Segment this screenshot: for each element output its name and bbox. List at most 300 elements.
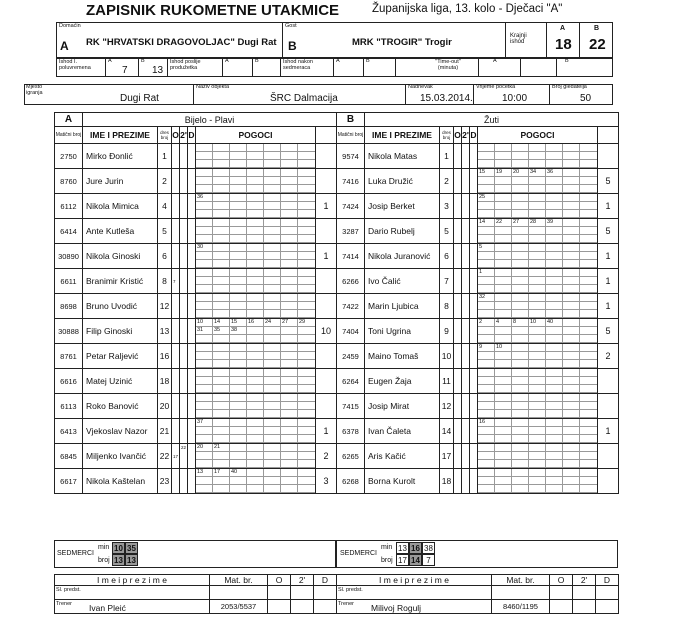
player-two-minutes [180,469,188,494]
player-disqualify [470,369,478,394]
player-disqualify [188,394,196,419]
player-registration: 6113 [55,394,83,419]
player-warning [172,419,180,444]
player-disqualify [470,219,478,244]
player-disqualify [470,144,478,169]
player-goal-total: 3 [316,469,337,494]
player-goals [478,469,598,494]
player-registration: 7414 [337,244,365,269]
player-goals [196,269,316,294]
official-row [55,600,337,614]
player-jersey: 6 [158,244,172,269]
player-two-minutes: 22 [180,444,188,469]
table-row [337,444,619,469]
player-goal-total: 1 [316,244,337,269]
player-goal-total [598,369,619,394]
official-role: Sl. predst. [56,587,81,593]
player-goal-total: 5 [598,169,619,194]
player-two-minutes [462,144,470,169]
official-role: Trener [338,601,354,607]
halftime-row [56,58,613,77]
player-goal-total: 1 [598,269,619,294]
table-row [337,244,619,269]
goal-minute: 36 [196,194,213,202]
player-jersey: 1 [158,144,172,169]
player-goal-total: 2 [316,444,337,469]
player-goals [478,369,598,394]
player-registration: 7424 [337,194,365,219]
player-goal-total: 1 [316,419,337,444]
goal-minute: 40 [230,469,247,477]
away-sedmerci [336,540,618,568]
player-two-minutes [462,269,470,294]
player-goals [478,394,598,419]
player-goal-total [316,394,337,419]
sedmerac-jersey: 7 [422,554,435,566]
player-warning [454,394,462,419]
player-jersey: 16 [158,344,172,369]
maticni-header: Matični broj [337,127,365,144]
player-warning [454,294,462,319]
player-name: Miljenko Ivančić [83,444,158,469]
away-letter-cell: B [337,113,365,127]
player-goals [196,419,316,444]
home-letter: A [60,39,69,53]
home-jersey-color: Bijelo - Plavi [83,113,337,127]
table-row [55,244,337,269]
goal-minute: 8 [512,319,529,327]
player-warning: 17 [172,444,180,469]
player-name: Jure Jurin [83,169,158,194]
player-name: Josip Berket [365,194,440,219]
pogoci-header: POGOCI [196,127,316,144]
player-disqualify [470,444,478,469]
krajnji-ishod-label: Krajnji ishod [510,33,527,45]
player-warning [172,144,180,169]
player-two-minutes [462,244,470,269]
player-jersey: 3 [440,194,454,219]
player-registration: 3287 [337,219,365,244]
player-goals [196,194,316,219]
final-b-label: B [594,25,600,32]
player-jersey: 4 [158,194,172,219]
away-players-table [336,112,619,494]
sedmerac-jersey: 13 [125,554,138,566]
goal-minute: 16 [478,419,495,427]
goal-minute: 13 [196,469,213,477]
player-jersey: 1 [440,144,454,169]
gost-label: Gost [285,23,297,29]
goal-minute: 25 [478,194,495,202]
goal-minute: 10 [495,344,512,352]
away-officials-table: I m e i p r e z i m e Mat. br. O 2' D Sl. predst. Trener Milivoj Rogulj 8460/1195 [336,574,619,614]
player-name: Ante Kutleša [83,219,158,244]
player-registration: 6112 [55,194,83,219]
player-goals [478,444,598,469]
player-warning [454,244,462,269]
player-goals [196,294,316,319]
player-jersey: 18 [158,369,172,394]
goal-minute: 14 [213,319,230,327]
player-jersey: 5 [440,219,454,244]
player-goals [478,294,598,319]
player-goals [196,219,316,244]
d-header: D [470,127,478,144]
table-row [55,444,337,469]
sedmerac-jersey: 13 [112,554,125,566]
player-name: Matej Uzinić [83,369,158,394]
table-row [337,319,619,344]
table-row [337,269,619,294]
timeout-label: "Time-out" (minuta) [435,59,461,71]
player-name: Branimir Kristić [83,269,158,294]
goal-minute: 10 [196,319,213,327]
o-header: O [172,127,180,144]
player-jersey: 6 [440,244,454,269]
player-two-minutes [462,394,470,419]
gledatelji-label: Broj gledatelja [552,84,587,90]
player-name: Maino Tomaš [365,344,440,369]
player-disqualify [188,369,196,394]
home-officials-table: I m e i p r e z i m e Mat. br. O 2' D Sl. predst. Trener Ivan Pleić 2053/5537 [54,574,337,614]
player-warning [172,244,180,269]
player-name: Ivo Čalić [365,269,440,294]
player-goals [196,469,316,494]
goal-minute: 31 [196,327,213,335]
player-disqualify [470,194,478,219]
home-final-score: 18 [555,36,572,53]
goal-minute: 35 [213,327,230,335]
player-name: Nikola Ginoski [83,244,158,269]
player-disqualify [188,444,196,469]
table-row [55,194,337,219]
player-name: Roko Banović [83,394,158,419]
table-row [337,144,619,169]
player-goal-total: 1 [598,294,619,319]
vrijeme-label: Vrijeme početka [476,84,516,90]
player-goal-total [316,219,337,244]
table-row [337,344,619,369]
player-disqualify [188,344,196,369]
player-jersey: 12 [158,294,172,319]
player-disqualify [470,344,478,369]
player-disqualify [470,319,478,344]
player-goal-total: 10 [316,319,337,344]
player-goals [196,444,316,469]
player-two-minutes [180,319,188,344]
goal-minute: 29 [298,319,315,327]
player-disqualify [470,419,478,444]
player-warning [172,294,180,319]
player-name: Toni Ugrina [365,319,440,344]
away-letter: B [288,39,297,53]
player-name: Vjekoslav Nazor [83,419,158,444]
table-row [337,194,619,219]
home-letter-cell: A [55,113,83,127]
player-jersey: 8 [158,269,172,294]
player-name: Mirko Đonlić [83,144,158,169]
player-jersey: 2 [158,169,172,194]
player-two-minutes [462,444,470,469]
player-two-minutes [462,469,470,494]
player-jersey: 8 [440,294,454,319]
table-row [55,394,337,419]
player-goal-total [316,144,337,169]
goal-minute: 14 [478,219,495,227]
player-goals [478,269,598,294]
home-players-table [54,112,337,494]
player-disqualify [188,419,196,444]
ishod-sedmeraca-label: Ishod nakon sedmeraca [283,59,313,71]
goal-minute: 37 [196,419,213,427]
player-goal-total: 5 [598,319,619,344]
player-registration: 6265 [337,444,365,469]
goal-minute: 1 [478,269,495,277]
player-registration: 6268 [337,469,365,494]
sedmerac-jersey: 17 [396,554,409,566]
player-warning [454,319,462,344]
player-goals [478,319,598,344]
player-name: Josip Mirat [365,394,440,419]
goal-minute: 20 [512,169,529,177]
player-disqualify [470,169,478,194]
table-row [55,219,337,244]
player-jersey: 13 [158,319,172,344]
table-row [55,469,337,494]
ime-header: IME I PREZIME [365,127,440,144]
player-two-minutes [180,194,188,219]
goal-minute: 36 [546,169,563,177]
player-jersey: 9 [440,319,454,344]
spectators: 50 [580,93,592,104]
nadnevak-label: Nadnevak [408,84,433,90]
player-jersey: 17 [440,444,454,469]
player-two-minutes [180,394,188,419]
player-disqualify [188,319,196,344]
goal-minute: 2 [478,319,495,327]
player-two-minutes [462,294,470,319]
goal-minute: 9 [478,344,495,352]
player-name: Marin Ljubica [365,294,440,319]
sedmerac-minute: 16 [409,542,422,554]
player-two-minutes [180,169,188,194]
player-name: Aris Kačić [365,444,440,469]
player-two-minutes [462,169,470,194]
dres-header: dres broj [440,127,454,144]
start-time: 10:00 [502,93,528,104]
player-two-minutes [180,269,188,294]
player-registration: 2750 [55,144,83,169]
player-goal-total [316,369,337,394]
player-disqualify [188,194,196,219]
goal-minute: 38 [230,327,247,335]
player-warning [172,469,180,494]
player-warning [172,369,180,394]
player-two-minutes [180,294,188,319]
player-registration: 7415 [337,394,365,419]
player-jersey: 18 [440,469,454,494]
goal-minute: 5 [478,244,495,252]
player-registration: 9574 [337,144,365,169]
player-goals [196,144,316,169]
player-goal-total: 5 [598,219,619,244]
table-row [55,294,337,319]
goal-minute: 20 [196,444,213,452]
player-registration: 6266 [337,269,365,294]
official-row [337,586,619,600]
player-disqualify [470,269,478,294]
player-goal-total: 1 [598,419,619,444]
player-goals [196,169,316,194]
away-final-score: 22 [589,36,606,53]
player-goals [196,344,316,369]
player-warning [454,269,462,294]
player-two-minutes [180,219,188,244]
sedmerac-minute: 35 [125,542,138,554]
goal-minute: 15 [478,169,495,177]
player-name: Nikola Matas [365,144,440,169]
player-two-minutes [180,144,188,169]
player-goals [196,244,316,269]
player-goal-total [316,269,337,294]
player-goals [478,169,598,194]
sedmerac-jersey: 14 [409,554,422,566]
player-name: Petar Raljević [83,344,158,369]
table-row [55,369,337,394]
table-row [337,469,619,494]
ime-prezime-header: I m e i p r e z i m e [337,575,492,586]
table-row [55,269,337,294]
player-goals [478,219,598,244]
player-warning [454,344,462,369]
official-role: Sl. predst. [338,587,363,593]
goal-minute: 24 [264,319,281,327]
player-warning [172,394,180,419]
player-warning [172,194,180,219]
player-jersey: 5 [158,219,172,244]
player-goals [478,194,598,219]
player-registration: 6378 [337,419,365,444]
table-row [337,294,619,319]
player-name: Bruno Uvodić [83,294,158,319]
naziv-label: Naziv objekta [196,84,230,90]
player-name: Dario Rubelj [365,219,440,244]
player-warning [454,169,462,194]
o-header: O [454,127,462,144]
player-name: Eugen Žaja [365,369,440,394]
player-goal-total [598,469,619,494]
official-registration [492,586,550,600]
player-disqualify [470,244,478,269]
player-two-minutes [180,344,188,369]
table-row [337,419,619,444]
player-two-minutes [180,369,188,394]
player-warning [454,369,462,394]
player-registration: 8698 [55,294,83,319]
maticni-header: Matični broj [55,127,83,144]
table-row [55,169,337,194]
player-registration: 6413 [55,419,83,444]
table-row [337,169,619,194]
goal-minute: 39 [546,219,563,227]
venue-city: Dugi Rat [120,93,159,104]
ishod-produzetka-label: Ishod poslije produžetka [170,59,201,71]
player-goal-total [598,394,619,419]
player-registration: 30888 [55,319,83,344]
player-goal-total: 2 [598,344,619,369]
player-registration: 6845 [55,444,83,469]
official-registration: 2053/5537 [210,600,268,614]
player-goals [196,319,316,344]
goal-minute: 34 [529,169,546,177]
table-row [55,419,337,444]
mat-br-header: Mat. br. [210,575,268,586]
player-name: Nikola Kaštelan [83,469,158,494]
goal-minute: 19 [495,169,512,177]
player-name: Ivan Čaleta [365,419,440,444]
table-row [55,144,337,169]
player-two-minutes [462,369,470,394]
table-row [337,219,619,244]
goal-minute: 15 [230,319,247,327]
pogoci-header: POGOCI [478,127,598,144]
official-name: Ivan Pleić [89,603,126,613]
sedmerac-minute: 10 [112,542,125,554]
player-warning [454,194,462,219]
player-registration: 30890 [55,244,83,269]
player-registration: 6617 [55,469,83,494]
official-registration: 8460/1195 [492,600,550,614]
domacin-label: Domaćin [59,23,81,29]
official-name: Milivoj Rogulj [371,603,422,613]
player-registration: 7404 [337,319,365,344]
goal-minute: 10 [529,319,546,327]
table-row [55,344,337,369]
player-registration: 8761 [55,344,83,369]
player-registration: 6414 [55,219,83,244]
player-goal-total [316,344,337,369]
player-jersey: 20 [158,394,172,419]
player-goals [196,369,316,394]
home-halftime-score: 7 [122,65,128,76]
player-two-minutes [462,194,470,219]
player-registration: 6611 [55,269,83,294]
player-disqualify [188,219,196,244]
venue-hall: ŠRC Dalmacija [270,93,338,104]
player-goal-total [598,444,619,469]
player-warning [454,219,462,244]
player-goals [196,394,316,419]
player-jersey: 11 [440,369,454,394]
player-jersey: 23 [158,469,172,494]
official-row [55,586,337,600]
official-registration [210,586,268,600]
player-registration: 8760 [55,169,83,194]
player-registration: 2459 [337,344,365,369]
player-registration: 7416 [337,169,365,194]
goal-minute: 30 [196,244,213,252]
table-row [337,369,619,394]
player-disqualify [470,469,478,494]
player-goals [478,419,598,444]
dres-header: dres broj [158,127,172,144]
player-registration: 6264 [337,369,365,394]
ime-prezime-header: I m e i p r e z i m e [55,575,210,586]
player-warning [172,344,180,369]
player-disqualify [188,244,196,269]
player-disqualify [188,144,196,169]
player-disqualify [188,469,196,494]
